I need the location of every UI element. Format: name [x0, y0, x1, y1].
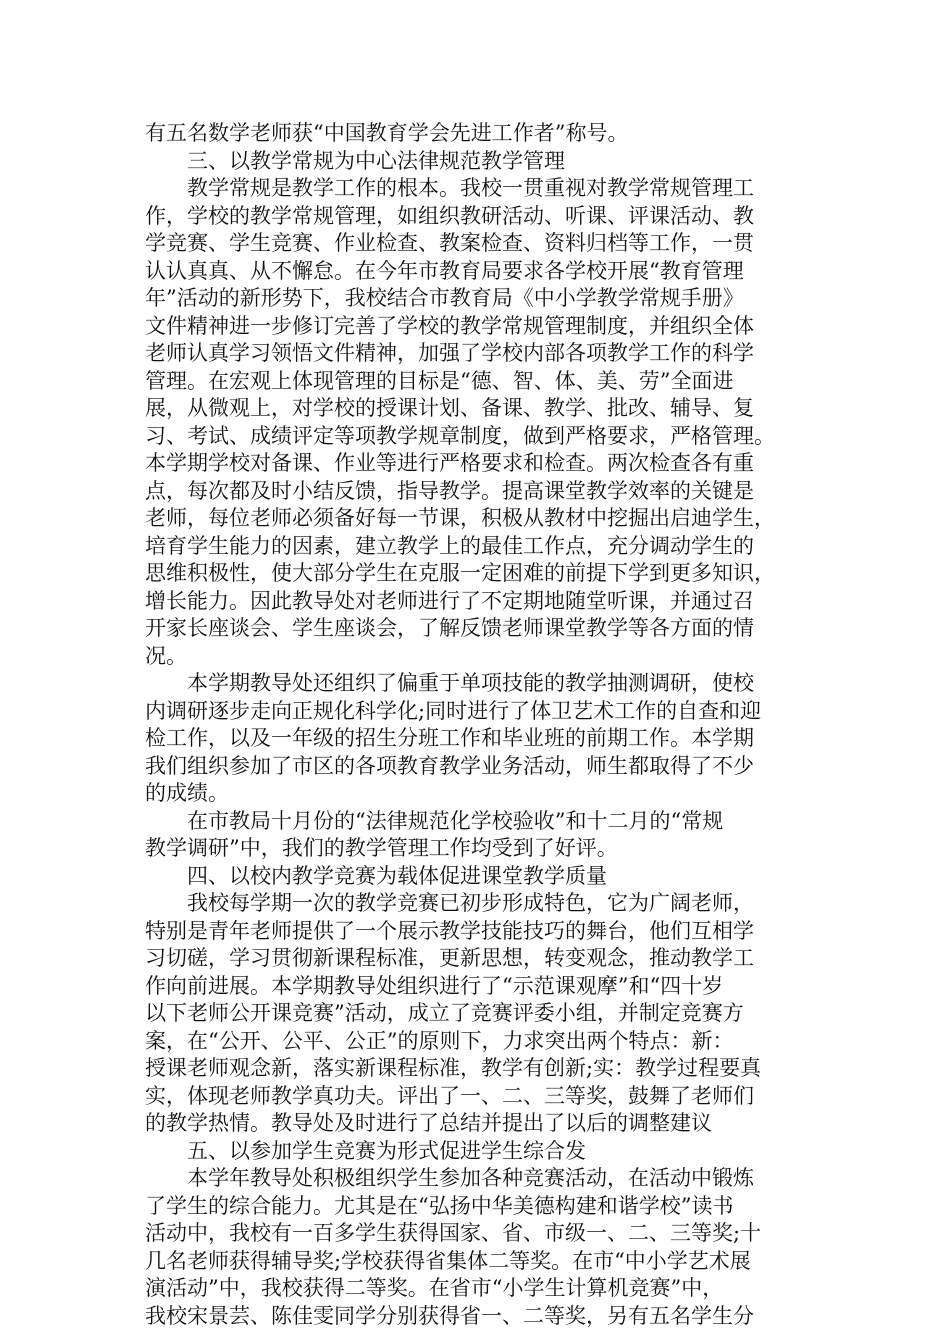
- text-line: 本学年教导处积极组织学生参加各种竞赛活动，在活动中锻炼: [187, 1166, 754, 1190]
- text-line: 学竞赛、学生竞赛、作业检查、教案检查、资料归档等工作，一贯: [145, 231, 754, 255]
- text-line: 特别是青年老师提供了一个展示教学技能技巧的舞台，他们互相学: [145, 918, 754, 943]
- text-line: 本学期学校对备课、作业等进行严格要求和检查。两次检查各有重: [145, 451, 754, 475]
- text-line: 教学常规是教学工作的根本。我校一贯重视对教学常规管理工: [187, 176, 754, 200]
- text-line: 教学调研”中，我们的教学管理工作均受到了好评。: [145, 836, 618, 860]
- text-line: 的成绩。: [145, 781, 229, 805]
- text-line: 有五名数学老师获“中国教育学会先进工作者”称号。: [145, 121, 629, 145]
- text-line: 检工作，以及一年级的招生分班工作和毕业班的前期工作。本学期: [145, 726, 754, 750]
- text-line: 思维积极性，使大部分学生在克服一定困难的前提下学到更多知识，: [145, 561, 775, 585]
- text-line: 管理。在宏观上体现管理的目标是“德、智、体、美、劳”全面进: [145, 368, 734, 393]
- text-line: 案，在“公开、公平、公正”的原则下，力求突出两个特点：新：: [145, 1028, 734, 1053]
- text-line: 况。: [145, 643, 187, 668]
- text-line: 授课老师观念新，落实新课程标准，教学有创新;实：教学过程要真: [145, 1056, 762, 1080]
- text-line: 五、以参加学生竞赛为形式促进学生综合发: [187, 1138, 586, 1163]
- text-line: 老师，每位老师必须备好每一节课，积极从教材中挖掘出启迪学生，: [145, 506, 775, 530]
- text-line: 在市教局十月份的“法律规范化学校验收”和十二月的“常规: [187, 808, 724, 833]
- text-line: 活动中，我校有一百多学生获得国家、省、市级一、二、三等奖;十: [145, 1221, 762, 1245]
- text-line: 文件精神进一步修订完善了学校的教学常规管理制度，并组织全体: [145, 313, 754, 338]
- text-line: 实，体现老师教学真功夫。评出了一、二、三等奖，鼓舞了老师们: [145, 1083, 754, 1108]
- text-line: 以下老师公开课竞赛”活动，成立了竞赛评委小组，并制定竞赛方: [145, 1001, 744, 1025]
- text-line: 演活动”中，我校获得二等奖。在省市“小学生计算机竞赛”中，: [145, 1276, 724, 1300]
- text-line: 展，从微观上，对学校的授课计划、备课、教学、批改、辅导、复: [145, 396, 754, 420]
- text-line: 了学生的综合能力。尤其是在“弘扬中华美德构建和谐学校”读书: [145, 1193, 734, 1218]
- text-line: 我们组织参加了市区的各项教育教学业务活动，师生都取得了不少: [145, 753, 754, 778]
- text-line: 认认真真、从不懈怠。在今年市教育局要求各学校开展“教育管理: [145, 258, 744, 283]
- text-line: 几名老师获得辅导奖;学校获得省集体二等奖。在市“中小学艺术展: [145, 1248, 751, 1273]
- text-line: 我校每学期一次的教学竞赛已初步形成特色，它为广阔老师，: [187, 891, 754, 915]
- text-line: 点，每次都及时小结反馈，指导教学。提高课堂教学效率的关键是: [145, 478, 754, 503]
- text-line: 增长能力。因此教导处对老师进行了不定期地随堂听课，并通过召: [145, 588, 754, 613]
- text-line: 开家长座谈会、学生座谈会，了解反馈老师课堂教学等各方面的情: [145, 616, 754, 640]
- text-line: 的教学热情。教导处及时进行了总结并提出了以后的调整建议: [145, 1111, 712, 1135]
- text-line: 培育学生能力的因素，建立教学上的最佳工作点，充分调动学生的: [145, 533, 754, 558]
- text-line: 作向前进展。本学期教导处组织进行了“示范课观摩”和“四十岁: [145, 973, 724, 998]
- document-page: [145, 120, 825, 1330]
- text-line: 三、以教学常规为中心法律规范教学管理: [187, 148, 565, 173]
- text-line: 我校宋景芸、陈佳雯同学分别获得省一、二等奖，另有五名学生分: [145, 1303, 754, 1328]
- text-line: 年”活动的新形势下，我校结合市教育局《中小学教学常规手册》: [145, 286, 744, 310]
- text-line: 本学期教导处还组织了偏重于单项技能的教学抽测调研，使校: [187, 671, 754, 695]
- text-line: 内调研逐步走向正规化科学化;同时进行了体卫艺术工作的自查和迎: [145, 698, 762, 723]
- text-line: 习、考试、成绩评定等项教学规章制度，做到严格要求，严格管理。: [145, 423, 775, 448]
- text-line: 作，学校的教学常规管理，如组织教研活动、听课、评课活动、教: [145, 203, 754, 228]
- text-line: 四、以校内教学竞赛为载体促进课堂教学质量: [187, 863, 607, 888]
- text-line: 习切磋，学习贯彻新课程标准，更新思想，转变观念，推动教学工: [145, 946, 754, 970]
- text-line: 老师认真学习领悟文件精神，加强了学校内部各项教学工作的科学: [145, 341, 754, 365]
